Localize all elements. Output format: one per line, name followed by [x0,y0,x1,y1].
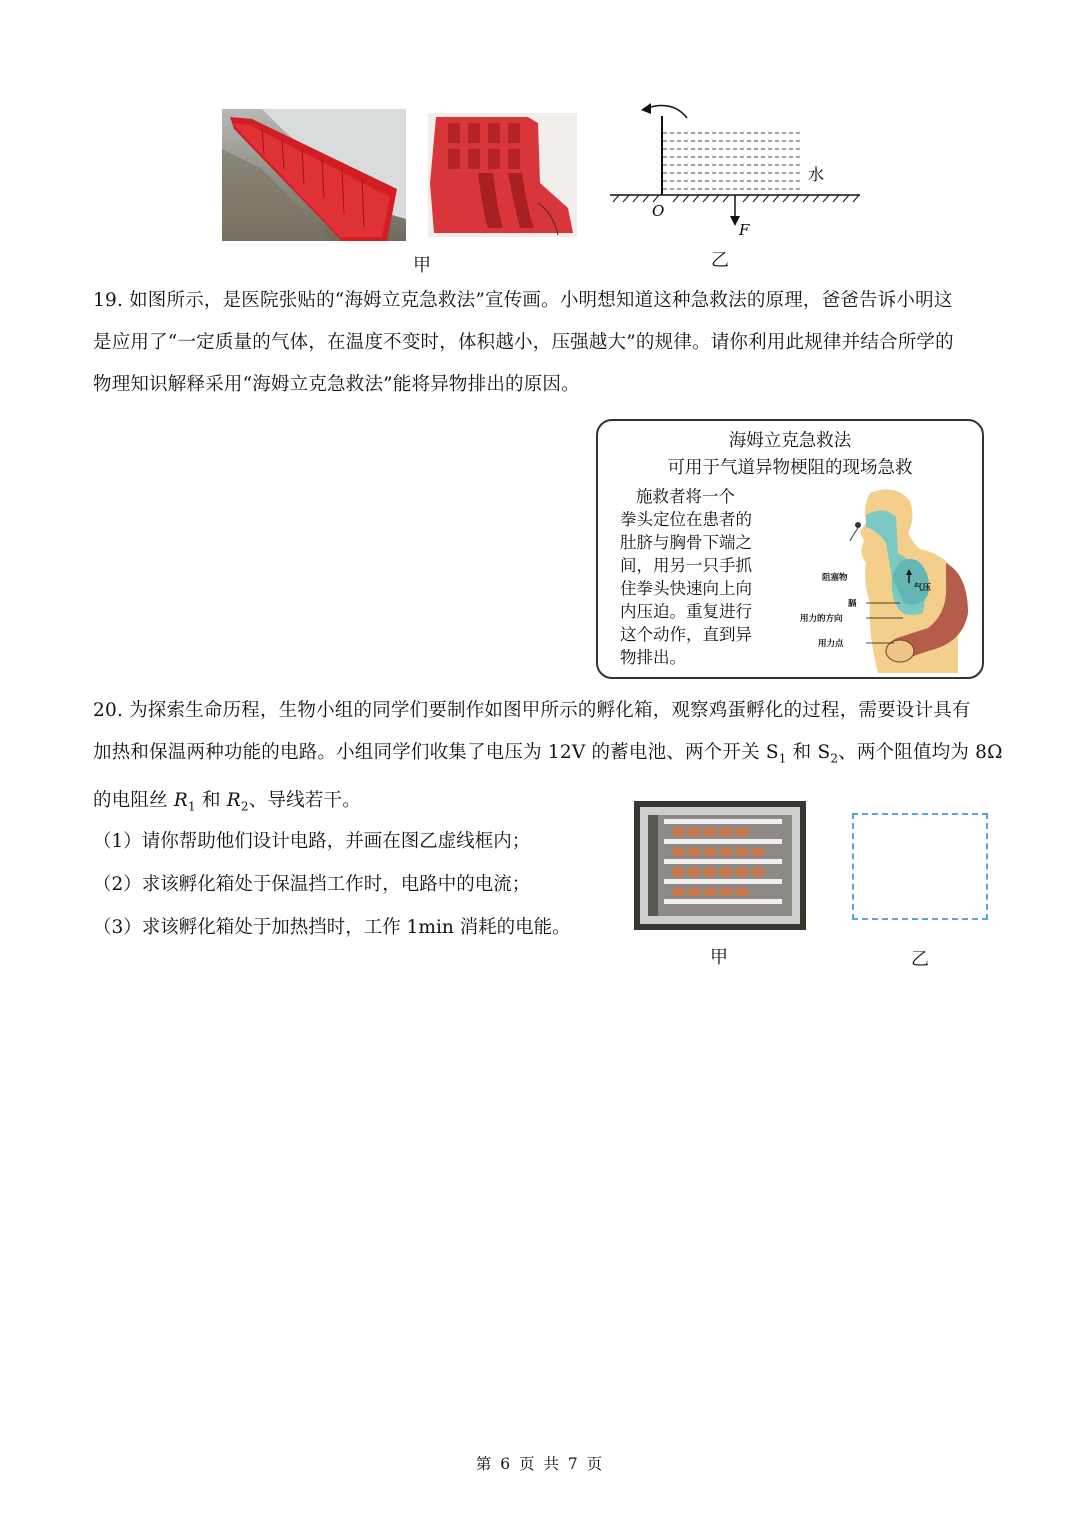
torso-illustration [800,483,978,673]
poster-body-line: 住拳头快速向上向 [620,579,752,598]
label-diaphragm: 膈 [848,599,857,609]
q19-line: 物理知识解释采用“海姆立克急救法”能将异物排出的原因。 [93,374,580,395]
poster-body-line: 施救者将一个 [636,487,735,506]
poster-body-line: 间，用另一只手抓 [620,556,752,575]
water-label: 水 [808,165,825,184]
q20-subitem-3: （3）求该孵化箱处于加热挡时，工作 1min 消耗的电能。 [93,917,571,938]
incubator-photo [634,801,806,930]
q20-subitem-2: （2）求该孵化箱处于保温挡工作时，电路中的电流； [93,874,531,895]
poster-body-line: 肚脐与胸骨下端之 [620,533,752,552]
poster-title: 海姆立克急救法 [728,431,852,451]
pivot-label: O [652,202,665,220]
heimlich-poster [596,419,984,679]
fig20-caption-jia: 甲 [710,947,728,968]
question-20 [93,690,1003,827]
label-obstruction: 阻塞物 [822,573,848,583]
fig18-caption-jia: 甲 [413,255,431,276]
fig18-caption-yi: 乙 [711,250,729,271]
poster-body-line: 拳头定位在患者的 [620,510,752,529]
q20-line: 加热和保温两种功能的电路。小组同学们收集了电压为 12V 的蓄电池、两个开关 $S_1$ 和 $S_2$、两个阻值均为 8Ω [93,742,1003,766]
q19-line: 是应用了“一定质量的气体，在温度不变时，体积越小，压强越大”的规律。请你利用此规律并结合所学的 [93,332,954,353]
fig20-caption-yi: 乙 [911,949,929,970]
poster-body [620,485,780,669]
page-footer: 第 6 页 共 7 页 [475,1455,605,1473]
q20-subitem-1: （1）请你帮助他们设计电路，并画在图乙虚线框内； [93,831,531,852]
q20-line: 的电阻丝 $R_1$ 和 $R_2$、导线若干。 [93,789,361,814]
q20-line: 20. 为探索生命历程，生物小组的同学们要制作如图甲所示的孵化箱，观察鸡蛋孵化的过程，需要设计具有 [93,700,971,721]
poster-body-line: 物排出。 [620,648,686,667]
lever-water-diagram [605,98,865,243]
circuit-dashed-box [852,813,988,920]
label-force-point: 用力点 [818,639,844,649]
poster-body-line: 内压迫。重复进行 [620,602,752,621]
flood-barrier-photo [222,109,406,241]
force-label: F [739,221,750,239]
poster-body-line: 这个动作，直到异 [620,625,752,644]
barrier-module-photo [428,113,577,237]
q19-line: 19. 如图所示，是医院张贴的“海姆立克急救法”宣传画。小明想知道这种急救法的原理，爸爸告诉小明这 [93,290,953,311]
label-force-direction: 用力的方向 [800,614,843,624]
label-pressure: 气压 [914,583,932,593]
question-19 [93,280,993,406]
poster-subtitle: 可用于气道异物梗阻的现场急救 [667,458,913,478]
